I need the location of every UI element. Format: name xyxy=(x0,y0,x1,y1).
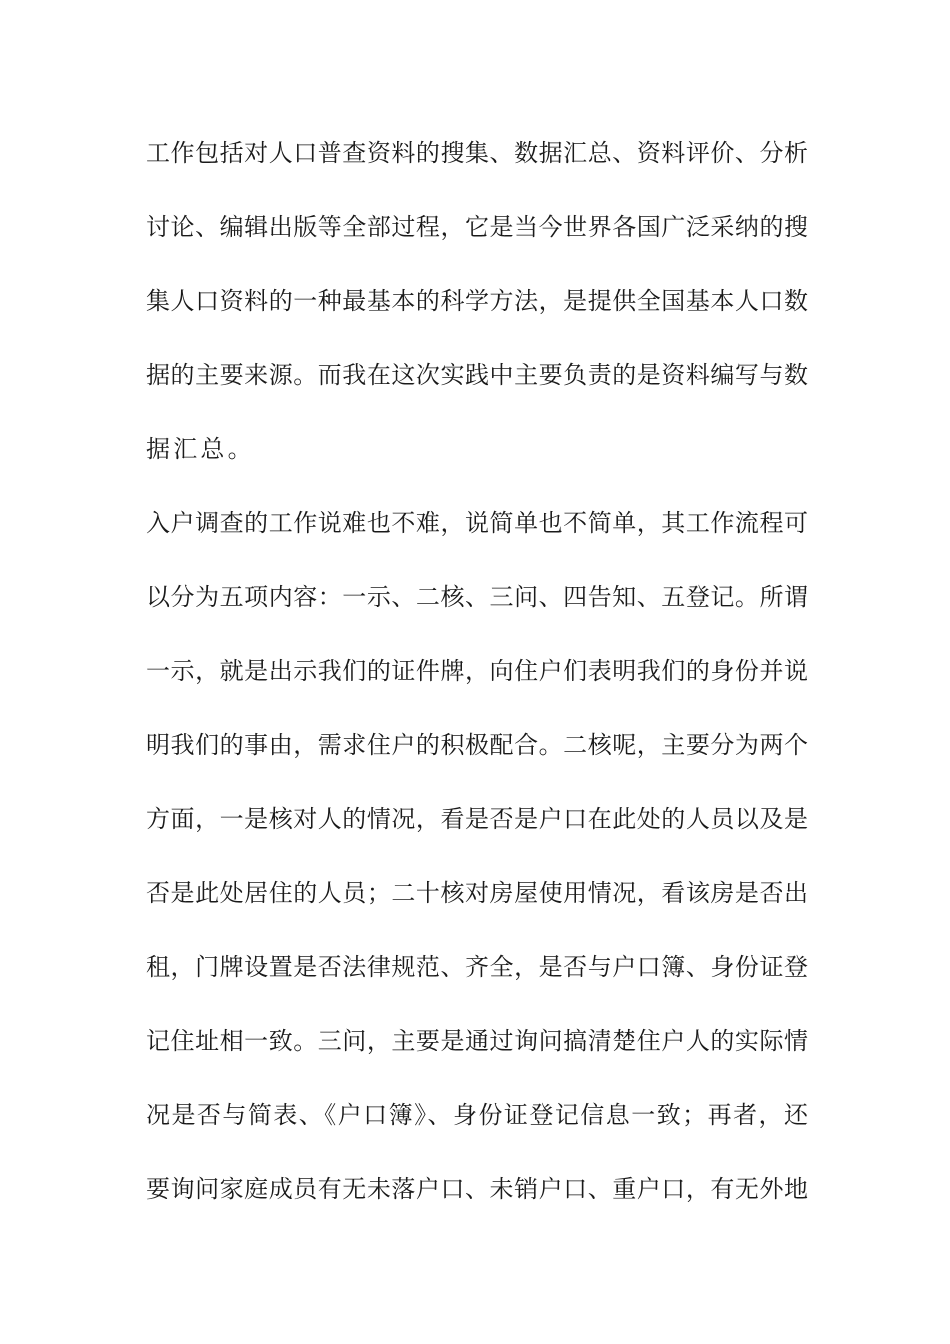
text-line: 工作包括对人口普查资料的搜集、数据汇总、资料评价、分析 xyxy=(146,139,808,167)
text-line: 否是此处居住的人员；二十核对房屋使用情况，看该房是否出 xyxy=(146,879,808,907)
text-line: 讨论、编辑出版等全部过程，它是当今世界各国广泛采纳的搜 xyxy=(146,213,808,241)
text-line: 要询问家庭成员有无未落户口、未销户口、重户口，有无外地 xyxy=(146,1175,808,1203)
text-line: 况是否与简表、《户口簿》、身份证登记信息一致；再者，还 xyxy=(146,1101,808,1129)
text-line: 明我们的事由，需求住户的积极配合。二核呢，主要分为两个 xyxy=(146,731,808,759)
text-line: 集人口资料的一种最基本的科学方法，是提供全国基本人口数 xyxy=(146,287,808,315)
text-line: 以分为五项内容：一示、二核、三问、四告知、五登记。所谓 xyxy=(146,583,808,611)
text-line: 一示，就是出示我们的证件牌，向住户们表明我们的身份并说 xyxy=(146,657,808,685)
document-body xyxy=(146,128,808,1238)
text-line: 据汇总。 xyxy=(146,435,255,463)
text-line: 方面，一是核对人的情况，看是否是户口在此处的人员以及是 xyxy=(146,805,808,833)
text-line: 租，门牌设置是否法律规范、齐全，是否与户口簿、身份证登 xyxy=(146,953,808,981)
text-line: 入户调查的工作说难也不难，说简单也不简单，其工作流程可 xyxy=(146,509,808,537)
text-line: 据的主要来源。而我在这次实践中主要负责的是资料编写与数 xyxy=(146,361,808,389)
paragraph-2 xyxy=(146,498,808,1238)
text-line: 记住址相一致。三问，主要是通过询问搞清楚住户人的实际情 xyxy=(146,1027,808,1055)
paragraph-1 xyxy=(146,128,808,498)
